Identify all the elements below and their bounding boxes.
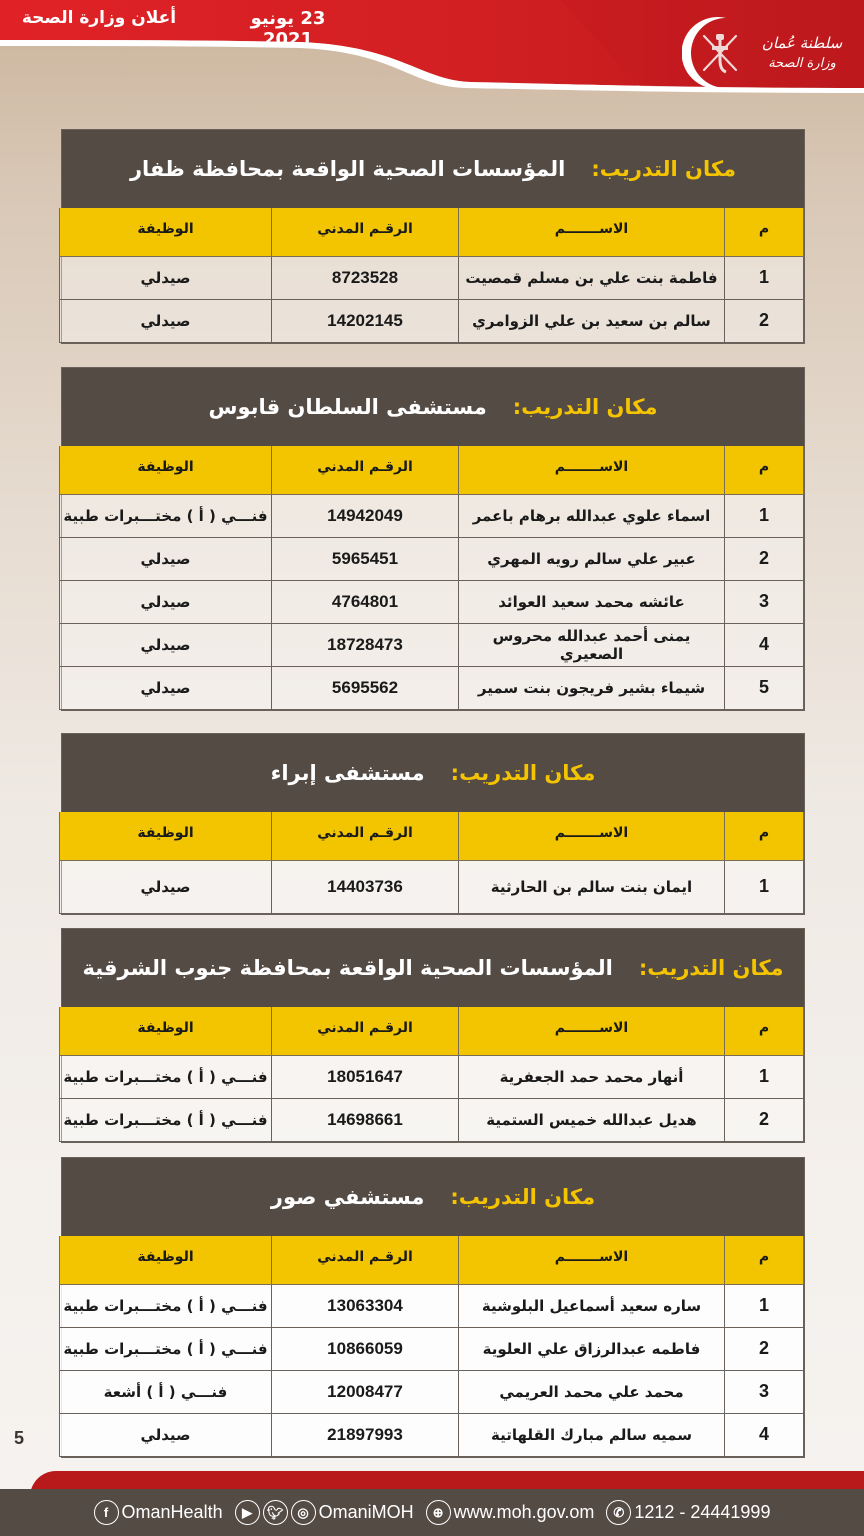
table-row (60, 1370, 804, 1413)
table-row (60, 1327, 804, 1370)
training-section-ibra-hospital (61, 733, 805, 915)
table-header-row (60, 812, 804, 860)
table-row (60, 1284, 804, 1327)
row-index: 4 (725, 1413, 804, 1456)
section-heading (62, 1158, 804, 1236)
khanjar-emblem-icon (700, 30, 740, 76)
row-job: فنـــي ( أ ) مختـــبرات طبية (60, 1284, 272, 1327)
table-header-row (60, 208, 804, 256)
column-header-index: م (725, 812, 804, 860)
row-civil-id: 5965451 (272, 537, 459, 580)
table-row (60, 1098, 804, 1141)
training-section-dhofar (61, 129, 805, 344)
row-civil-id: 5695562 (272, 666, 459, 709)
row-job: صيدلي (60, 299, 272, 342)
training-place-label: مكان التدريب: (512, 395, 658, 419)
row-index: 1 (725, 256, 804, 299)
social-handle: OmaniMOH (318, 1502, 414, 1522)
training-section-sur-hospital (61, 1157, 805, 1458)
row-index: 1 (725, 860, 804, 913)
row-name: يمنى أحمد عبدالله محروس الصعيري (459, 623, 725, 666)
row-name: فاطمه عبدالرزاق علي العلوية (459, 1327, 725, 1370)
twitter-icon: 🐦︎ (263, 1500, 288, 1525)
column-header-civil-id: الرقـم المدني (272, 1236, 459, 1284)
row-name: هديل عبدالله خميس الستمية (459, 1098, 725, 1141)
header-banner (0, 0, 864, 100)
row-name: سالم بن سعيد بن علي الزوامري (459, 299, 725, 342)
row-civil-id: 18051647 (272, 1055, 459, 1098)
row-index: 5 (725, 666, 804, 709)
row-job: صيدلي (60, 256, 272, 299)
phone-icon: ✆ (606, 1500, 631, 1525)
row-index: 3 (725, 580, 804, 623)
row-index: 3 (725, 1370, 804, 1413)
phone-link[interactable] (606, 1500, 770, 1525)
table-row (60, 666, 804, 709)
column-header-job: الوظيفة (60, 208, 272, 256)
training-place-name: مستشفى إبراء (270, 761, 425, 785)
row-civil-id: 14942049 (272, 494, 459, 537)
row-index: 1 (725, 1284, 804, 1327)
training-place-name: المؤسسات الصحية الواقعة بمحافظة ظفار (129, 157, 566, 181)
section-heading (62, 734, 804, 812)
row-name: أنهار محمد حمد الجعفرية (459, 1055, 725, 1098)
phone-number: 1212 - 24441999 (634, 1502, 771, 1522)
instagram-icon: ◎ (291, 1500, 316, 1525)
globe-icon: ⊕ (426, 1500, 451, 1525)
facebook-handle: OmanHealth (121, 1502, 223, 1522)
row-job: صيدلي (60, 537, 272, 580)
row-civil-id: 13063304 (272, 1284, 459, 1327)
row-job: صيدلي (60, 580, 272, 623)
footer-contact-bar (0, 1489, 864, 1536)
row-civil-id: 21897993 (272, 1413, 459, 1456)
row-job: فنـــي ( أ ) مختـــبرات طبية (60, 1327, 272, 1370)
training-section-sultan-qaboos-hospital (61, 367, 805, 711)
table-row (60, 299, 804, 342)
training-place-label: مكان التدريب: (591, 157, 737, 181)
training-place-label: مكان التدريب: (450, 1185, 596, 1209)
column-header-index: م (725, 446, 804, 494)
logo-text-sultanate: سلطنة عُمان (761, 34, 843, 52)
row-name: محمد علي محمد العريمي (459, 1370, 725, 1413)
table-row (60, 1055, 804, 1098)
row-name: شيماء بشير فريجون بنت سمير (459, 666, 725, 709)
column-header-name: الاســـــــم (459, 446, 725, 494)
column-header-name: الاســـــــم (459, 1007, 725, 1055)
announcement-title: أعلان وزارة الصحة (21, 8, 177, 28)
training-section-south-sharqiyah (61, 928, 805, 1143)
column-header-index: م (725, 208, 804, 256)
row-civil-id: 18728473 (272, 623, 459, 666)
row-name: فاطمة بنت علي بن مسلم قمصيت (459, 256, 725, 299)
row-index: 1 (725, 494, 804, 537)
row-name: عائشه محمد سعيد العوائد (459, 580, 725, 623)
row-index: 2 (725, 299, 804, 342)
trainees-table (59, 208, 804, 343)
ministry-logo (682, 14, 858, 92)
column-header-job: الوظيفة (60, 1007, 272, 1055)
logo-text-ministry: وزارة الصحة (768, 56, 836, 71)
training-place-label: مكان التدريب: (450, 761, 596, 785)
website-link[interactable] (426, 1500, 595, 1525)
row-name: اسماء علوي عبدالله برهام باعمر (459, 494, 725, 537)
table-header-row (60, 1007, 804, 1055)
column-header-index: م (725, 1007, 804, 1055)
youtube-icon: ▶ (235, 1500, 260, 1525)
table-row (60, 623, 804, 666)
table-row (60, 537, 804, 580)
announcement-date: 23 يونيو 2021 (250, 8, 326, 50)
row-job: صيدلي (60, 666, 272, 709)
row-index: 4 (725, 623, 804, 666)
table-row (60, 494, 804, 537)
section-heading (62, 368, 804, 446)
column-header-job: الوظيفة (60, 812, 272, 860)
row-name: ساره سعيد أسماعيل البلوشية (459, 1284, 725, 1327)
row-civil-id: 12008477 (272, 1370, 459, 1413)
column-header-civil-id: الرقـم المدني (272, 208, 459, 256)
facebook-icon: f (94, 1500, 119, 1525)
column-header-job: الوظيفة (60, 1236, 272, 1284)
trainees-table (59, 1007, 804, 1142)
row-job: صيدلي (60, 623, 272, 666)
training-place-name: مستشفي صور (270, 1185, 425, 1209)
column-header-civil-id: الرقـم المدني (272, 1007, 459, 1055)
row-name: سميه سالم مبارك القلهاتية (459, 1413, 725, 1456)
row-job: فنـــي ( أ ) أشعة (60, 1370, 272, 1413)
row-civil-id: 8723528 (272, 256, 459, 299)
table-row (60, 860, 804, 913)
training-place-name: مستشفى السلطان قابوس (208, 395, 487, 419)
row-index: 2 (725, 537, 804, 580)
row-civil-id: 14202145 (272, 299, 459, 342)
page-number: 5 (14, 1428, 25, 1448)
column-header-civil-id: الرقـم المدني (272, 812, 459, 860)
column-header-name: الاســـــــم (459, 1236, 725, 1284)
row-civil-id: 4764801 (272, 580, 459, 623)
row-job: صيدلي (60, 1413, 272, 1456)
row-job: فنـــي ( أ ) مختـــبرات طبية (60, 494, 272, 537)
training-place-name: المؤسسات الصحية الواقعة بمحافظة جنوب الشرقية (82, 956, 613, 980)
table-header-row (60, 1236, 804, 1284)
training-place-label: مكان التدريب: (638, 956, 784, 980)
column-header-index: م (725, 1236, 804, 1284)
section-heading (62, 929, 804, 1007)
column-header-civil-id: الرقـم المدني (272, 446, 459, 494)
row-index: 2 (725, 1098, 804, 1141)
row-job: فنـــي ( أ ) مختـــبرات طبية (60, 1098, 272, 1141)
trainees-table (59, 812, 804, 914)
column-header-name: الاســـــــم (459, 812, 725, 860)
table-header-row (60, 446, 804, 494)
row-name: ايمان بنت سالم بن الحارثية (459, 860, 725, 913)
row-civil-id: 14698661 (272, 1098, 459, 1141)
website-url: www.moh.gov.om (453, 1502, 595, 1522)
row-civil-id: 10866059 (272, 1327, 459, 1370)
table-row (60, 580, 804, 623)
row-job: صيدلي (60, 860, 272, 913)
column-header-name: الاســـــــم (459, 208, 725, 256)
facebook-link[interactable] (94, 1500, 223, 1525)
row-index: 1 (725, 1055, 804, 1098)
trainees-table (59, 446, 804, 710)
row-job: فنـــي ( أ ) مختـــبرات طبية (60, 1055, 272, 1098)
trainees-table (59, 1236, 804, 1457)
table-row (60, 1413, 804, 1456)
section-heading (62, 130, 804, 208)
social-link[interactable] (235, 1500, 414, 1525)
table-row (60, 256, 804, 299)
column-header-job: الوظيفة (60, 446, 272, 494)
row-index: 2 (725, 1327, 804, 1370)
row-civil-id: 14403736 (272, 860, 459, 913)
row-name: عبير علي سالم رويه المهري (459, 537, 725, 580)
